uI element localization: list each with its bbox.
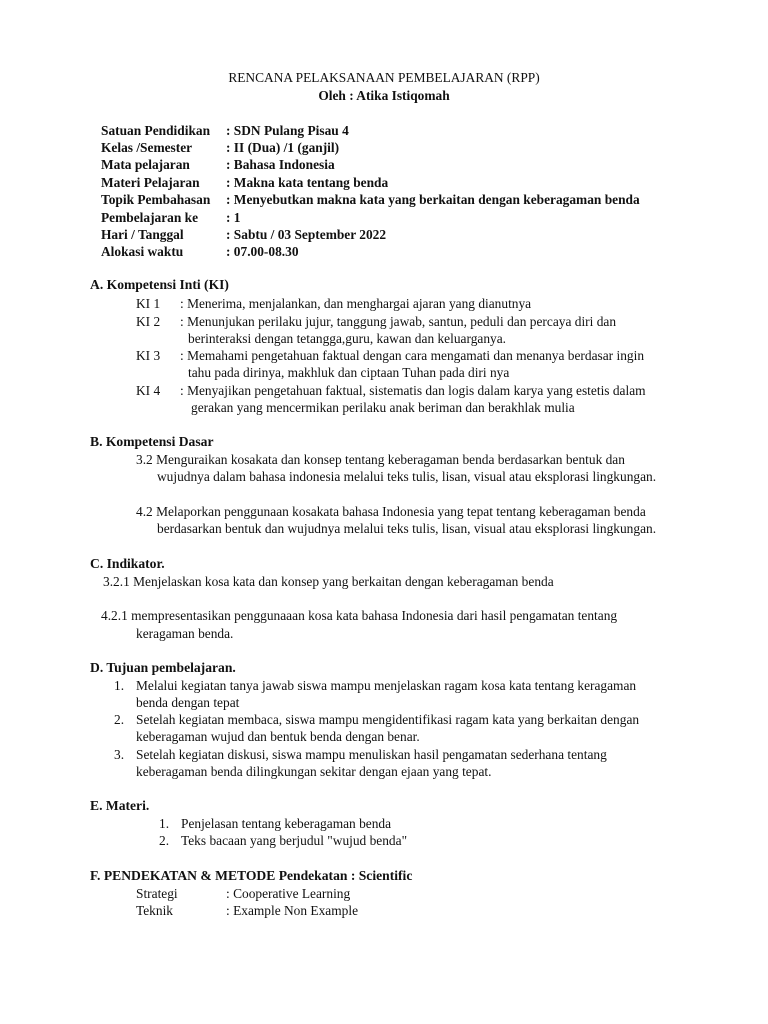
identity-value: : 1 <box>226 210 241 225</box>
identity-label: Materi Pelajaran <box>101 175 200 190</box>
method-label: Teknik <box>136 903 173 918</box>
ki-code: KI 4 <box>136 383 161 398</box>
objective-number: 1. <box>114 678 125 693</box>
identity-value: : SDN Pulang Pisau 4 <box>226 123 349 138</box>
ki-text: tahu pada dirinya, makhluk dan ciptaan Tuhan pada diri nya <box>188 365 510 380</box>
identity-label: Pembelajaran ke <box>101 210 199 225</box>
identity-value: : 07.00-08.30 <box>226 244 299 259</box>
materi-text: Penjelasan tentang keberagaman benda <box>181 816 392 831</box>
ki-text: berinteraksi dengan tetangga,guru, kawan dan keluarganya. <box>188 331 507 346</box>
kd-text: 4.2 Melaporkan penggunaan kosakata bahasa Indonesia yang tepat tentang keberagaman benda <box>136 504 646 519</box>
indicator-text: keragaman benda. <box>136 626 234 641</box>
section-e-heading: E. Materi. <box>90 798 150 813</box>
objective-text: Melalui kegiatan tanya jawab siswa mampu menjelaskan ragam kosa kata tentang keragaman <box>136 678 637 693</box>
materi-number: 2. <box>159 833 170 848</box>
indicator-text: 4.2.1 mempresentasikan penggunaaan kosa kata bahasa Indonesia dari hasil pengamatan tentang <box>101 608 618 623</box>
ki-text: : Menunjukan perilaku jujur, tanggung jawab, santun, peduli dan percaya diri dan <box>180 314 617 329</box>
materi-number: 1. <box>159 816 170 831</box>
section-b-heading: B. Kompetensi Dasar <box>90 434 214 449</box>
identity-value: : Sabtu / 03 September 2022 <box>226 227 387 242</box>
objective-text: benda dengan tepat <box>136 695 240 710</box>
identity-label: Satuan Pendidikan <box>101 123 211 138</box>
kd-text: wujudnya dalam bahasa indonesia melalui teks tulis, lisan, visual atau eksplorasi lingkungan. <box>157 469 657 484</box>
identity-value: : Makna kata tentang benda <box>226 175 389 190</box>
identity-value: : Menyebutkan makna kata yang berkaitan dengan keberagaman benda <box>226 192 640 207</box>
objective-number: 3. <box>114 747 125 762</box>
objective-text: Setelah kegiatan diskusi, siswa mampu menuliskan hasil pengamatan sederhana tentang <box>136 747 607 762</box>
objective-text: keberagaman wujud dan bentuk benda dengan benar. <box>136 729 420 744</box>
ki-text: : Menerima, menjalankan, dan menghargai ajaran yang dianutnya <box>180 296 532 311</box>
ki-code: KI 3 <box>136 348 161 363</box>
section-f-heading: F. PENDEKATAN & METODE Pendekatan : Scientific <box>90 868 413 883</box>
indicator-text: 3.2.1 Menjelaskan kosa kata dan konsep yang berkaitan dengan keberagaman benda <box>103 574 554 589</box>
objective-number: 2. <box>114 712 125 727</box>
section-a-heading: A. Kompetensi Inti (KI) <box>90 277 229 292</box>
method-value: : Example Non Example <box>226 903 359 918</box>
identity-label: Topik Pembahasan <box>101 192 211 207</box>
identity-label: Alokasi waktu <box>101 244 184 259</box>
ki-text: : Menyajikan pengetahuan faktual, sistematis dan logis dalam karya yang estetis dalam <box>180 383 646 398</box>
method-label: Strategi <box>136 886 178 901</box>
method-value: : Cooperative Learning <box>226 886 351 901</box>
ki-text: : Memahami pengetahuan faktual dengan cara mengamati dan menanya berdasar ingin <box>180 348 645 363</box>
ki-code: KI 2 <box>136 314 161 329</box>
kd-text: 3.2 Menguraikan kosakata dan konsep tentang keberagaman benda berdasarkan bentuk dan <box>136 452 625 467</box>
section-c-heading: C. Indikator. <box>90 556 165 571</box>
ki-text: gerakan yang mencermikan perilaku anak beriman dan berakhlak mulia <box>191 400 575 415</box>
objective-text: Setelah kegiatan membaca, siswa mampu mengidentifikasi ragam kata yang berkaitan dengan <box>136 712 640 727</box>
identity-label: Kelas /Semester <box>101 140 193 155</box>
identity-label: Hari / Tanggal <box>101 227 184 242</box>
objective-text: keberagaman benda dilingkungan sekitar dengan ejaan yang tepat. <box>136 764 492 779</box>
ki-code: KI 1 <box>136 296 161 311</box>
materi-text: Teks bacaan yang berjudul "wujud benda" <box>181 833 408 848</box>
identity-value: : II (Dua) /1 (ganjil) <box>226 140 340 155</box>
kd-text: berdasarkan bentuk dan wujudnya melalui teks tulis, lisan, visual atau eksplorasi lingkungan. <box>157 521 657 536</box>
section-d-heading: D. Tujuan pembelajaran. <box>90 660 236 675</box>
document-author: Oleh : Atika Istiqomah <box>318 88 450 103</box>
identity-value: : Bahasa Indonesia <box>226 157 335 172</box>
identity-label: Mata pelajaran <box>101 157 190 172</box>
document-title: RENCANA PELAKSANAAN PEMBELAJARAN (RPP) <box>228 70 540 85</box>
